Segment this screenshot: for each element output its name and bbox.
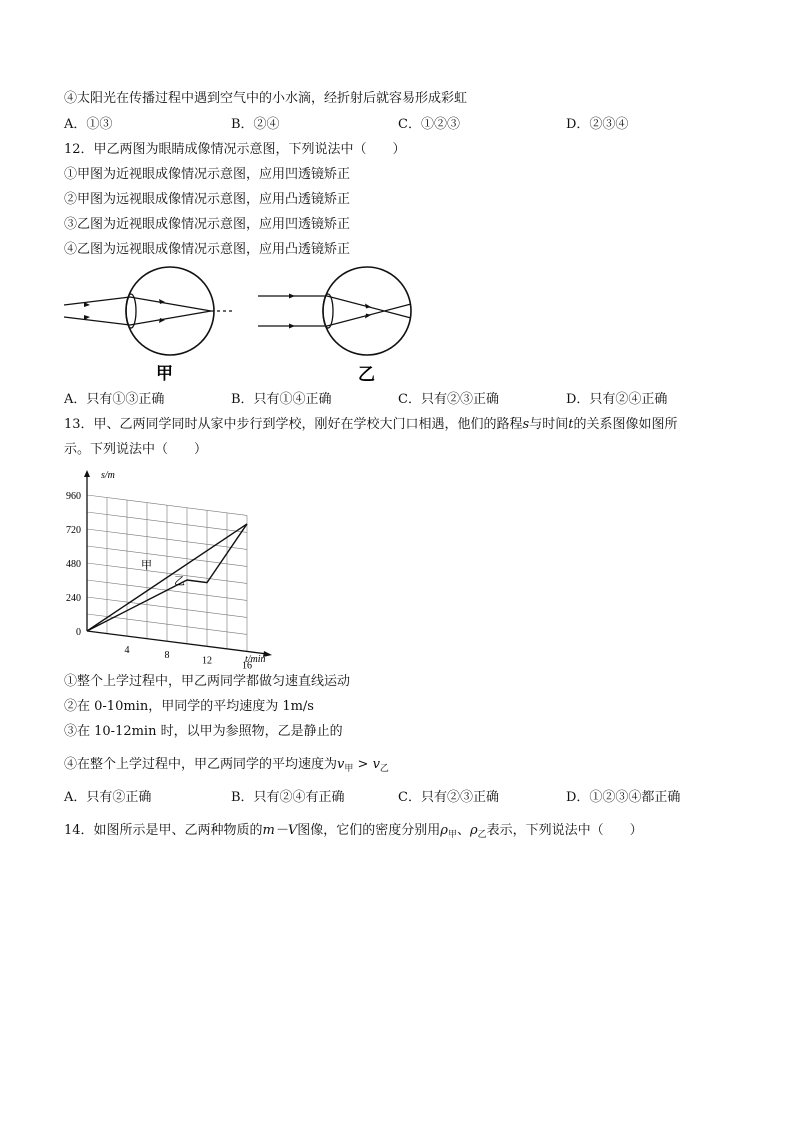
fig-label-jia: 甲 [156, 364, 173, 383]
x-axis [87, 631, 267, 657]
q12-statement-3: ③乙图为近视眼成像情况示意图，应用凹透镜矫正 [64, 217, 351, 232]
q12-option-b: B．只有①④正确 [231, 392, 332, 407]
x-tick-label: 8 [164, 650, 170, 662]
x-tick-label: 12 [202, 655, 212, 667]
y-tick-label: 960 [66, 491, 81, 502]
light-ray [258, 296, 411, 318]
q13-stem-line-1: 13．甲、乙两同学同时从家中步行到学校，刚好在学校大门口相遇，他们的路程s与时间t的关系图像如图所 [64, 417, 678, 432]
q11-statement-4: ④太阳光在传播过程中遇到空气中的小水滴，经折射后就容易形成彩虹 [64, 91, 468, 106]
q13-option-d: D．①②③④都正确 [566, 790, 681, 805]
y-tick-label: 480 [66, 559, 81, 570]
q11-option-d: D．②③④ [566, 117, 629, 132]
light-ray [258, 304, 411, 326]
q11-option-a: A．①③ [64, 117, 113, 132]
q13-option-b: B．只有②④有正确 [231, 790, 345, 805]
q13-statement-1: ①整个上学过程中，甲乙两同学都做匀速直线运动 [64, 674, 351, 689]
eye-lens [126, 294, 136, 328]
q12-option-d: D．只有②④正确 [566, 392, 668, 407]
ray-arrow [289, 294, 295, 299]
q12-stem: 12．甲乙两图为眼睛成像情况示意图，下列说法中（ ） [64, 142, 406, 157]
q13-statement-4: ④在整个上学过程中，甲乙两同学的平均速度为$v_甲 > v_乙$ [64, 757, 389, 774]
q13-option-a: A．只有②正确 [64, 790, 152, 805]
q12-statement-2: ②甲图为远视眼成像情况示意图，应用凸透镜矫正 [64, 192, 351, 207]
ray-arrow [289, 324, 295, 329]
eye-diagram-jia [60, 266, 250, 386]
eye-diagram-yi [255, 266, 420, 386]
q14-stem: 14．如图所示是甲、乙两种物质的m－V图像，它们的密度分别用$\rho_甲$、$\rho_乙$表示，下列说法中（ ） [64, 823, 643, 840]
y-tick-label: 240 [66, 593, 81, 604]
eyeball [126, 267, 214, 355]
q13-statement-3: ③在 10-12min 时，以甲为参照物，乙是静止的 [64, 724, 343, 739]
q13-stem-line-2: 示。下列说法中（ ） [64, 442, 208, 457]
q13-option-c: C．只有②③正确 [398, 790, 499, 805]
distance-time-graph [55, 466, 285, 671]
series-label-jia: 甲 [141, 559, 152, 572]
q12-statement-4: ④乙图为远视眼成像情况示意图，应用凸透镜矫正 [64, 242, 351, 257]
q13-statement-2: ②在 0-10min，甲同学的平均速度为 1m/s [64, 699, 314, 714]
y-axis-arrow [84, 470, 90, 477]
fig-label-yi: 乙 [358, 365, 375, 384]
series-label-yi: 乙 [174, 575, 185, 588]
eyeball [323, 267, 411, 355]
y-axis-label: s/m [101, 470, 115, 481]
q12-option-a: A．只有①③正确 [64, 392, 165, 407]
x-tick-label: 4 [124, 645, 130, 657]
q11-option-c: C．①②③ [398, 117, 460, 132]
y-tick-label: 0 [76, 627, 81, 638]
x-tick-label: 16 [242, 660, 252, 671]
q11-option-b: B．②④ [231, 117, 280, 132]
x-axis-label: t/min [245, 654, 266, 665]
eye-lens [323, 294, 333, 328]
y-tick-label: 720 [66, 525, 81, 536]
graph-grid [87, 495, 247, 651]
q12-statement-1: ①甲图为近视眼成像情况示意图，应用凹透镜矫正 [64, 167, 351, 182]
q12-option-c: C．只有②③正确 [398, 392, 499, 407]
